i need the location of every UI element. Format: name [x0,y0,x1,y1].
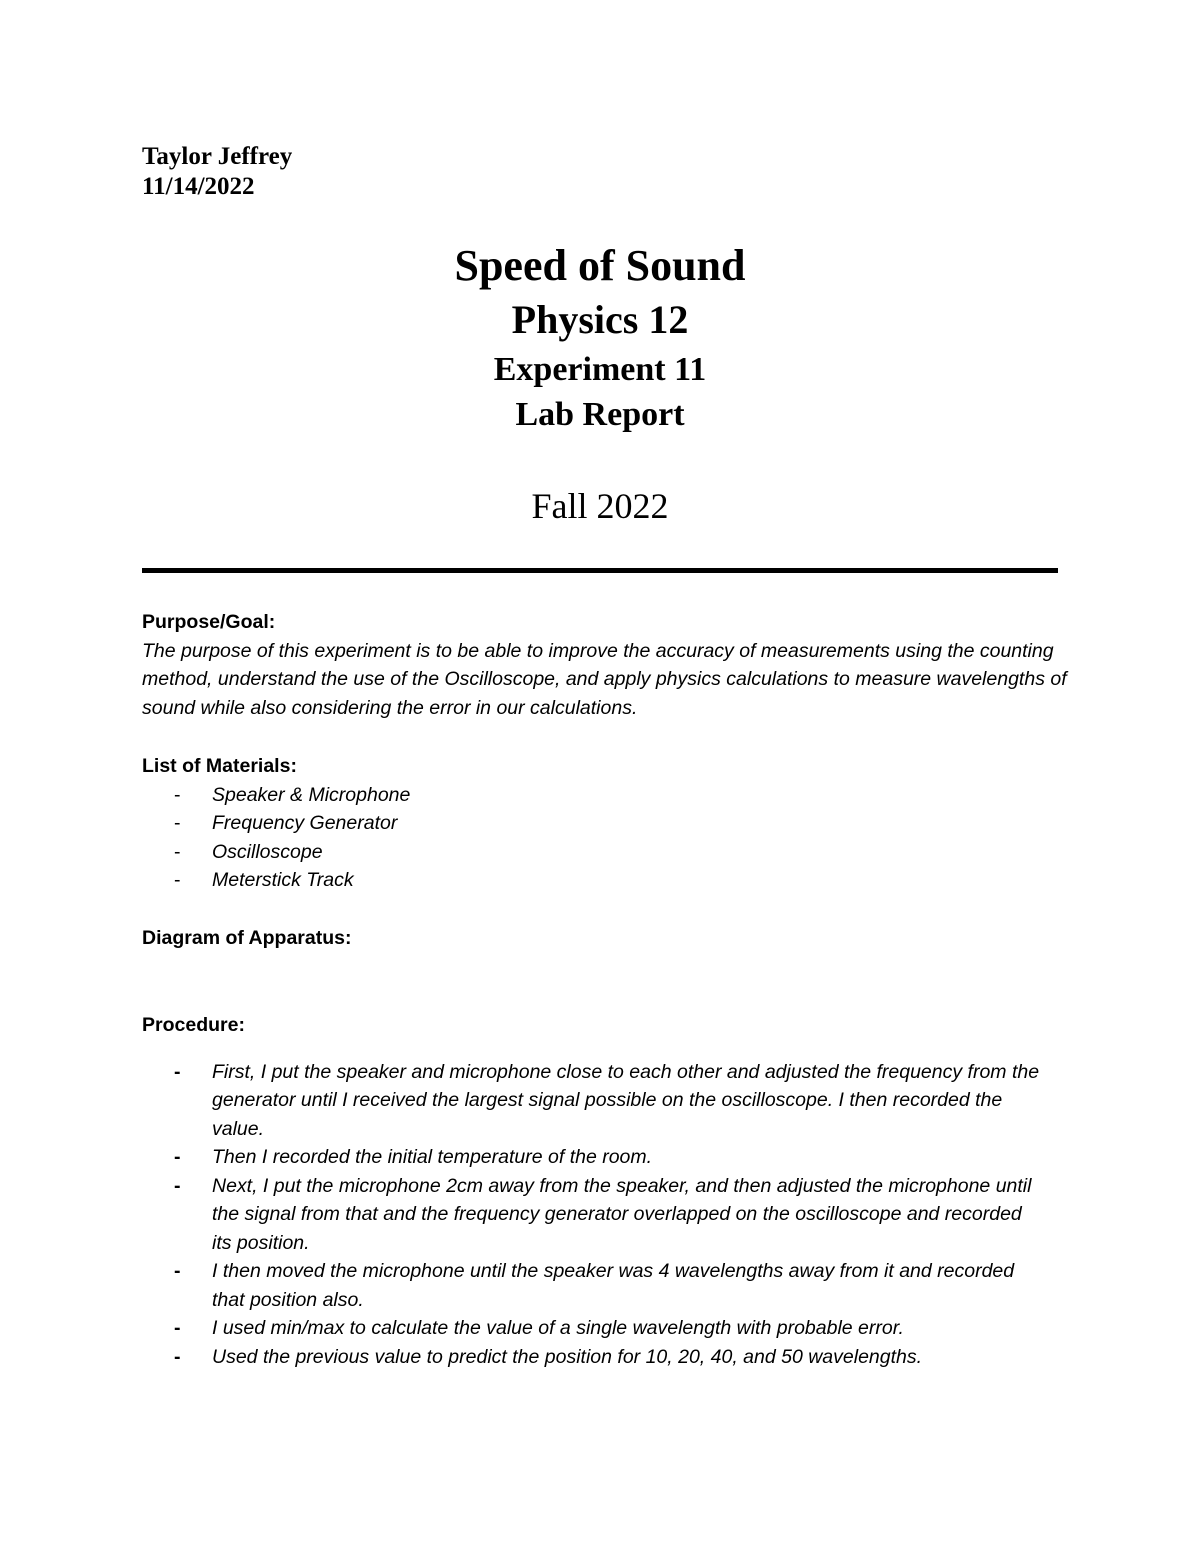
list-item: - Oscilloscope [142,838,1072,867]
materials-heading: List of Materials: [142,755,297,777]
report-date: 11/14/2022 [142,173,255,200]
dash-bullet: - [174,783,181,806]
materials-list [142,781,1072,895]
diagram-heading: Diagram of Apparatus: [142,927,352,949]
list-item: - Speaker & Microphone [142,781,1072,810]
dash-bullet: - [174,1260,181,1282]
list-item: - First, I put the speaker and microphone close to each other and adjusted the frequency from the generator until I received the largest signal possible on the oscilloscope. I then recorded the value. [142,1058,1042,1144]
list-item: - I used min/max to calculate the value of a single wavelength with probable error. [142,1314,1042,1343]
experiment-number: Experiment 11 [493,351,707,388]
report-type: Lab Report [515,396,685,433]
list-item: - Next, I put the microphone 2cm away from the speaker, and then adjusted the microphone until the signal from that and the frequency generator overlapped on the oscilloscope and recorded its position. [142,1172,1042,1258]
purpose-text: The purpose of this experiment is to be able to improve the accuracy of measurements using the counting method, understand the use of the Oscilloscope, and apply physics calculations to measure wavelengths of sound while also considering the error in our calculations. [142,639,1067,719]
diagram-section [142,924,1072,953]
author-block [142,142,292,202]
term: Fall 2022 [531,486,669,526]
dash-bullet: - [174,1345,181,1368]
procedure-list [142,1058,1042,1372]
purpose-heading: Purpose/Goal: [142,611,276,633]
horizontal-rule [142,568,1058,573]
procedure-heading: Procedure: [142,1014,245,1036]
dash-bullet: - [174,1146,181,1168]
list-item: - Frequency Generator [142,809,1072,838]
dash-bullet: - [174,1317,181,1339]
author-name: Taylor Jeffrey [142,143,293,170]
report-title: Speed of Sound [454,241,746,290]
list-item: - Meterstick Track [142,866,1072,895]
dash-bullet: - [174,812,181,834]
list-item: - I then moved the microphone until the speaker was 4 wavelengths away from it and recorded that position also. [142,1257,1042,1314]
dash-bullet: - [174,869,181,891]
list-item: - Then I recorded the initial temperature of the room. [142,1143,1042,1172]
procedure-section [142,1011,1072,1371]
list-item: - Used the previous value to predict the position for 10, 20, 40, and 50 wavelengths. [142,1343,1042,1372]
materials-section [142,752,1072,895]
dash-bullet: - [174,840,181,863]
purpose-section [142,608,1072,722]
course-name: Physics 12 [511,297,689,342]
dash-bullet: - [174,1174,181,1197]
dash-bullet: - [174,1060,181,1083]
